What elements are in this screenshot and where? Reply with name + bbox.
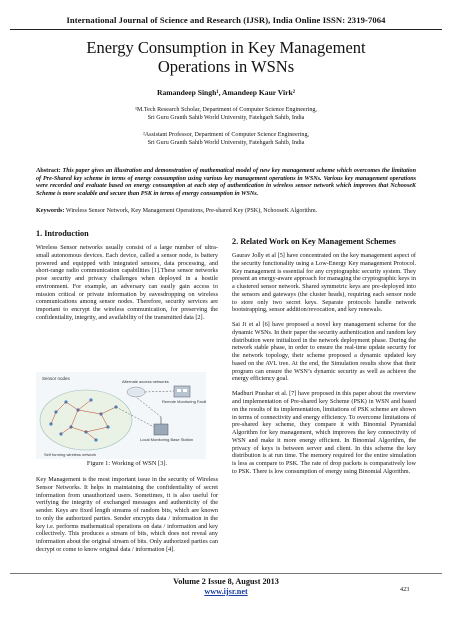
label-sensor-nodes: Sensor nodes: [42, 376, 70, 381]
paper-title: [40, 38, 412, 76]
authors: Ramandeep Singh¹, Amandeep Kaur Virk²: [157, 88, 295, 97]
access-network-icon: [127, 387, 145, 397]
title-line-1: Energy Consumption in Key Management: [86, 38, 366, 57]
keywords: [36, 208, 416, 216]
footer-url-link[interactable]: www.ijsr.net: [204, 587, 248, 596]
footer-divider: [10, 573, 442, 574]
section-1-heading: 1. Introduction: [36, 229, 89, 238]
remote-facility-icon: [174, 386, 190, 397]
abstract-label: Abstract:: [36, 168, 61, 174]
title-line-2: Operations in WSNs: [157, 57, 295, 76]
label-remote-facility: Remote Monitoring Facility: [162, 399, 206, 404]
intro-paragraph-1: [36, 244, 218, 329]
section-2-heading: 2. Related Work on Key Management Schemes: [232, 237, 396, 246]
figure-caption: Figure 1: Working of WSN [3].: [86, 460, 168, 467]
label-base-station: Local Monitoring Base Station: [140, 437, 194, 442]
wsn-diagram: [36, 372, 206, 459]
abstract: [36, 168, 416, 199]
intro-p1-text: Wireless Sensor networks usually consist of a large number of ultra-small autonomous devices. Each device, called a sensor node, is battery powered and equipped with integrated sensors, data processing, and short-range radio communication capabilities [1].These sensor networks pose security and privacy challenges when deployed in a hostile environment. For example, an adversary can easily gain access to mission critical or private information by eavesdropping on wireless communications among sensor nodes. Therefore, security services are important to encrypt the wireless communication, for preserving the confidentiality, integrity, and availability of the transmitted data [2].: [36, 244, 218, 321]
affiliation-2: [40, 131, 412, 147]
intro-paragraph-2: [36, 476, 218, 561]
footer-volume: Volume 2 Issue 8, August 2013: [173, 577, 279, 586]
sensor-field: [40, 390, 132, 450]
affiliation-1-line-1: ¹M.Tech Research Scholar, Department of Computer Science Engineering,: [135, 107, 317, 113]
related-p1: Gaurav Jolly et al [5] have concentrated on the key management aspect of the security functionality using a Low-Energy Key management Protocol. Key management is essential for any cryptographic security system. They present an energy-aware approach for managing the cryptographic keys in a clustered sensor network. Shared symmetric keys are pre-deployed into the sensors and gateways (the cluster heads), requiring each sensor node to store only two secret keys. Separate protocols handle network bootstrapping, sensor addition/revocation, and key renewals.: [232, 252, 416, 314]
label-alternate-networks: Alternate access networks: [122, 379, 169, 384]
header-divider: [10, 29, 442, 30]
label-self-forming: Self forming wireless network: [44, 452, 97, 457]
journal-header: International Journal of Science and Research (IJSR), India Online ISSN: 2319-7064: [66, 15, 386, 25]
keywords-label: Keywords:: [36, 208, 65, 214]
abstract-text: This paper gives an illustration and demonstration of mathematical model of new key management scheme which overcomes the limitation of Pre-Shared key scheme in terms of energy consumption using various key management operations in WSNs. Various key management operations were recorded and evaluate based on energy consumption at each step of authentication in wireless sensor network which improves that NchooseK Scheme is more scalable and secure than PSK in terms of energy consumption in WSNs.: [36, 168, 416, 198]
keywords-text: Wireless Sensor Network, Key Management Operations, Pre-shared Key (PSK), NchooseK Algorithm.: [65, 208, 318, 214]
affiliation-1-line-2: Sri Guru Granth Sahib World University, Fatehgarh Sahib, India: [147, 115, 305, 122]
page-number: 423: [400, 586, 410, 593]
affiliation-2-line-2: Sri Guru Granth Sahib World University, Fatehgarh Sahib, India: [147, 140, 305, 147]
affiliation-2-line-1: ²Assistant Professor, Department of Computer Science Engineering,: [142, 132, 310, 138]
related-p3: Madhuri Prashar et al. [7] have proposed in this paper about the overview and implementation of Pre-shared key Scheme (PSK) in WSN and based on the results of its implementation, limitations of PSK scheme are shown in terms of connectivity and energy efficiency. To overcome limitations of pre-shared key scheme, they compare it with Binomial Pyramidal Algorithm for key management, which improves the key connectivity of WSN and make it more energy efficient. In Binomial Algorithm, the privacy of keys is between server and client. In this scheme the key distribution is at run time. The memory required for the entire simulation is less as compare to PSK. The rate of drop packets is comparatively low to PSK. There is low consumption of energy using Binomial Algorithm.: [232, 390, 416, 475]
related-work-body: [232, 252, 416, 483]
wsn-figure: [36, 372, 206, 459]
related-p2: Sai Ji et al [6] have proposed a novel key management scheme for the dynamic WSNs. In their paper the security authentication and random key distribution were initialized in the network deployment phase. During the network stable phase, in order to ensure the real-time update security for the network topology, their scheme proposed a dynamic updated key based on the AVL tree. At the end, the Simulation results show that their program can ensure the WSN’s dynamic security as well as achieve the energy efficiency goal.: [232, 321, 416, 383]
affiliation-1: [40, 106, 412, 122]
intro-p2-text: Key Management is the most important issue in the security of Wireless Sensor Networks. It helps in maintaining the confidentiality of secret information from unauthorized users. Sometimes, it is also useful for verifying the integrity of exchanged messages and authenticity of the sender. Keys are fixed length streams of random bits, which are known to only the authorized parties. Sender encrypts data / information in the key i.e. performs mathematical operations on data / information and key collectively. This produces a stream of bits, which does not reveal any information about the original stream of bits. Only authorized parties can decrypt or come to know original data / information [4].: [36, 476, 218, 553]
